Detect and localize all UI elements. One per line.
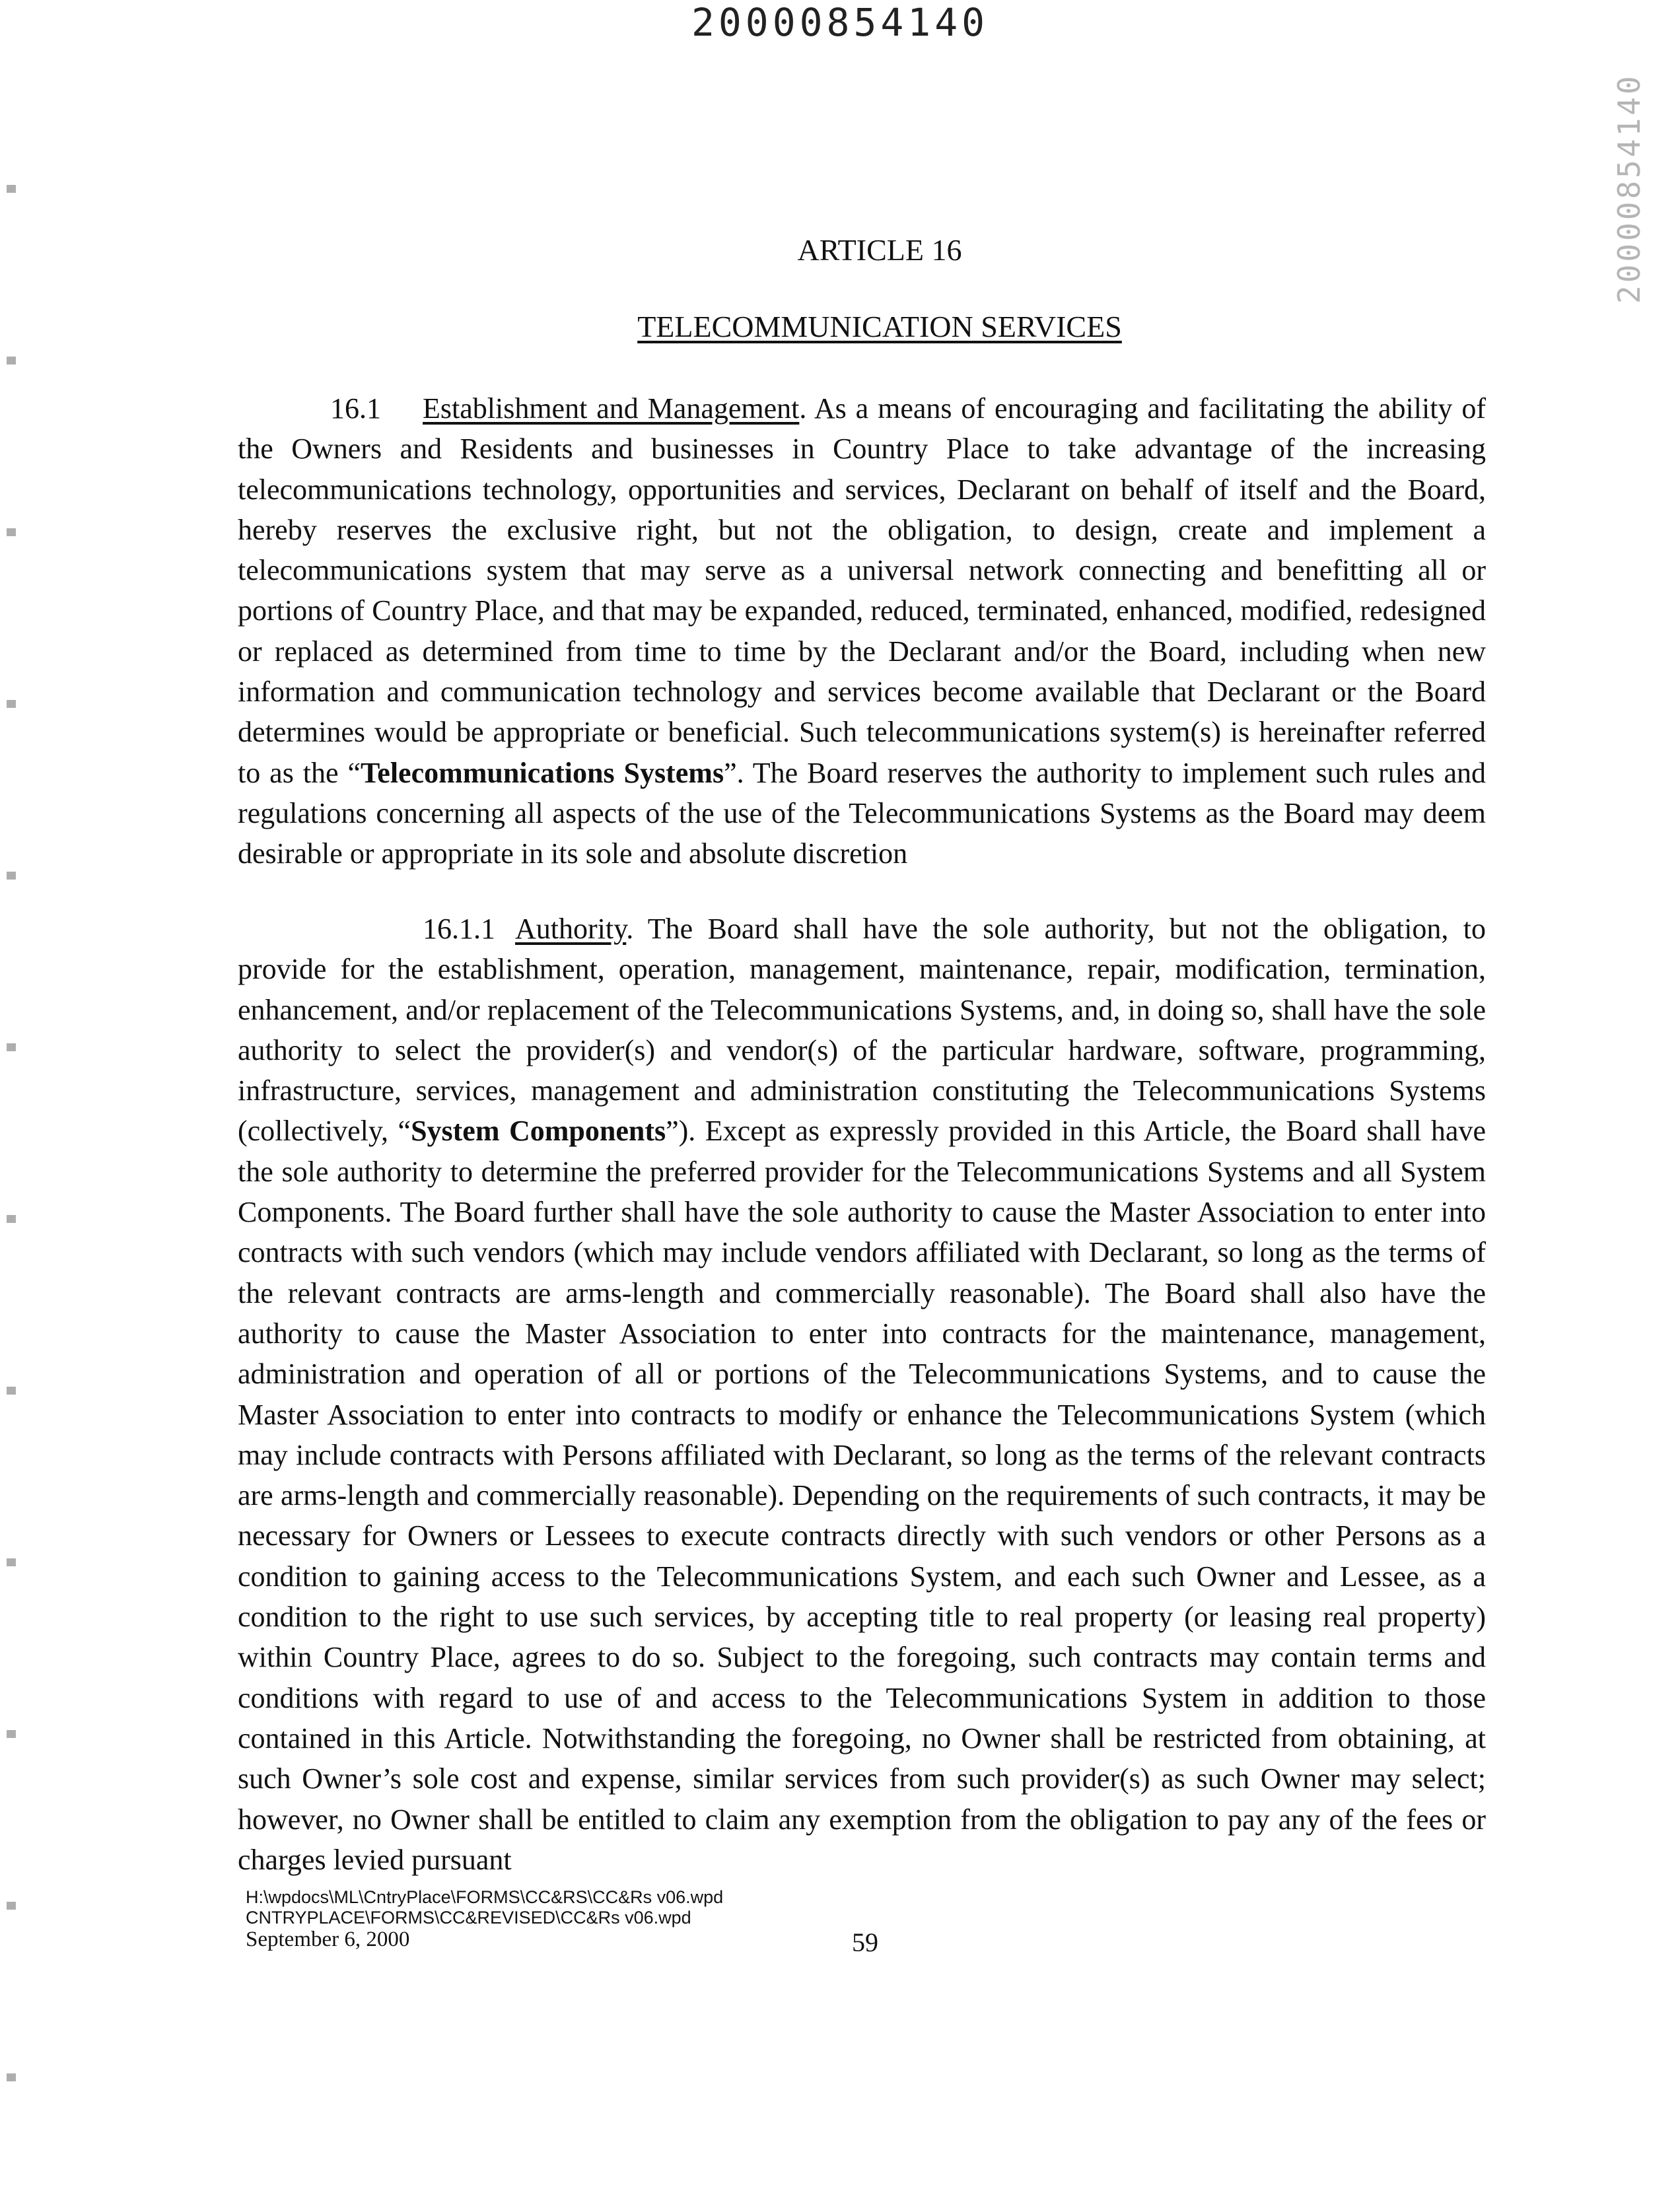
paragraph-16-1-1 bbox=[238, 909, 1486, 1880]
scan-edge-marks bbox=[7, 79, 16, 2093]
footer-path-1: H:\wpdocs\ML\CntryPlace\FORMS\CC&RS\CC&Rs v06.wpd bbox=[246, 1887, 724, 1907]
article-title: ARTICLE 16 bbox=[797, 233, 962, 267]
paragraph-16-1 bbox=[238, 388, 1486, 874]
paragraph-text: . The Board shall have the sole authority, but not the obligation, to provide for the establishment, operation, management, maintenance, repair, modification, termination, enhancement, and/or replacement of the Telecommunications Systems, and, in doing so, shall have the sole authority to select the provider(s) and vendor(s) of the particular hardware, software, programming, infrastructure, services, management and administration constituting the Telecommunications Systems (collectively, “ bbox=[238, 913, 1486, 1148]
page-number: 59 bbox=[852, 1927, 878, 1957]
paragraph-heading: Authority bbox=[515, 913, 627, 945]
defined-term: Telecommunications Systems bbox=[360, 756, 724, 789]
paragraph-text: . As a means of encouraging and facilitating the ability of the Owners and Residents and businesses in Country Place to take advantage of the increasing telecommunications technology, opportunities and services, Declarant on behalf of itself and the Board, hereby reserves the exclusive right, but not the obligation, to design, create and implement a telecommunications system that may serve as a universal network connecting and benefitting all or portions of Country Place, and that may be expanded, reduced, terminated, enhanced, modified, redesigned or replaced as determined from time to time by the Declarant and/or the Board, including when new information and communication technology and services become available that Declarant or the Board determines would be appropriate or beneficial. Such telecommunications system(s) is hereinafter referred to as the “ bbox=[238, 392, 1486, 789]
footer-file-info bbox=[246, 1887, 723, 1950]
paragraph-text: ”. The Board reserves the authority to implement such rules and regulations concerning all aspects of the use of the Telecommunications Systems as the Board may deem desirable or appropriate in its sole and absolute discretion bbox=[238, 756, 1486, 870]
section-title bbox=[0, 309, 1680, 344]
footer-path-2: CNTRYPLACE\FORMS\CC&REVISED\CC&Rs v06.wpd bbox=[246, 1908, 691, 1927]
defined-term: System Components bbox=[411, 1115, 666, 1148]
paragraph-number: 16.1.1 bbox=[423, 913, 495, 945]
side-stamp-number: 20000854140 bbox=[1611, 73, 1647, 304]
document-control-number: 20000854140 bbox=[691, 0, 989, 45]
paragraph-number: 16.1 bbox=[330, 392, 381, 425]
section-title-text: TELECOMMUNICATION SERVICES bbox=[637, 310, 1122, 343]
paragraph-text: ”). Except as expressly provided in this Article, the Board shall have the sole authority to determine the preferred provider for the Telecommunications Systems and all System Components. The Board further shall have the sole authority to cause the Master Association to enter into contracts with such vendors (which may include vendors affiliated with Declarant, so long as the terms of the relevant contracts are arms-length and commercially reasonable). The Board shall also have the authority to cause the Master Association to enter into contracts for the maintenance, management, administration and operation of all or portions of the Telecommunications Systems, and to cause the Master Association to enter into contracts to modify or enhance the Telecommunications System (which may include contracts with Persons affiliated with Declarant, so long as the terms of the relevant contracts are arms-length and commercially reasonable). Depending on the requirements of such contracts, it may be necessary for Owners or Lessees to execute contracts directly with such vendors or other Persons as a condition to gaining access to the Telecommunications System, and each such Owner and Lessee, as a condition to the right to use such services, by accepting title to real property (or leasing real property) within Country Place, agrees to do so. Subject to the foregoing, such contracts may contain terms and conditions with regard to use of and access to the Telecommunications System in addition to those contained in this Article. Notwithstanding the foregoing, no Owner shall be restricted from obtaining, at such Owner’s sole cost and expense, similar services from such provider(s) as such Owner may select; however, no Owner shall be entitled to claim any exemption from the obligation to pay any of the fees or charges levied pursuant bbox=[238, 1115, 1486, 1876]
footer-date: September 6, 2000 bbox=[246, 1927, 410, 1951]
paragraph-heading: Establishment and Management bbox=[423, 392, 800, 425]
